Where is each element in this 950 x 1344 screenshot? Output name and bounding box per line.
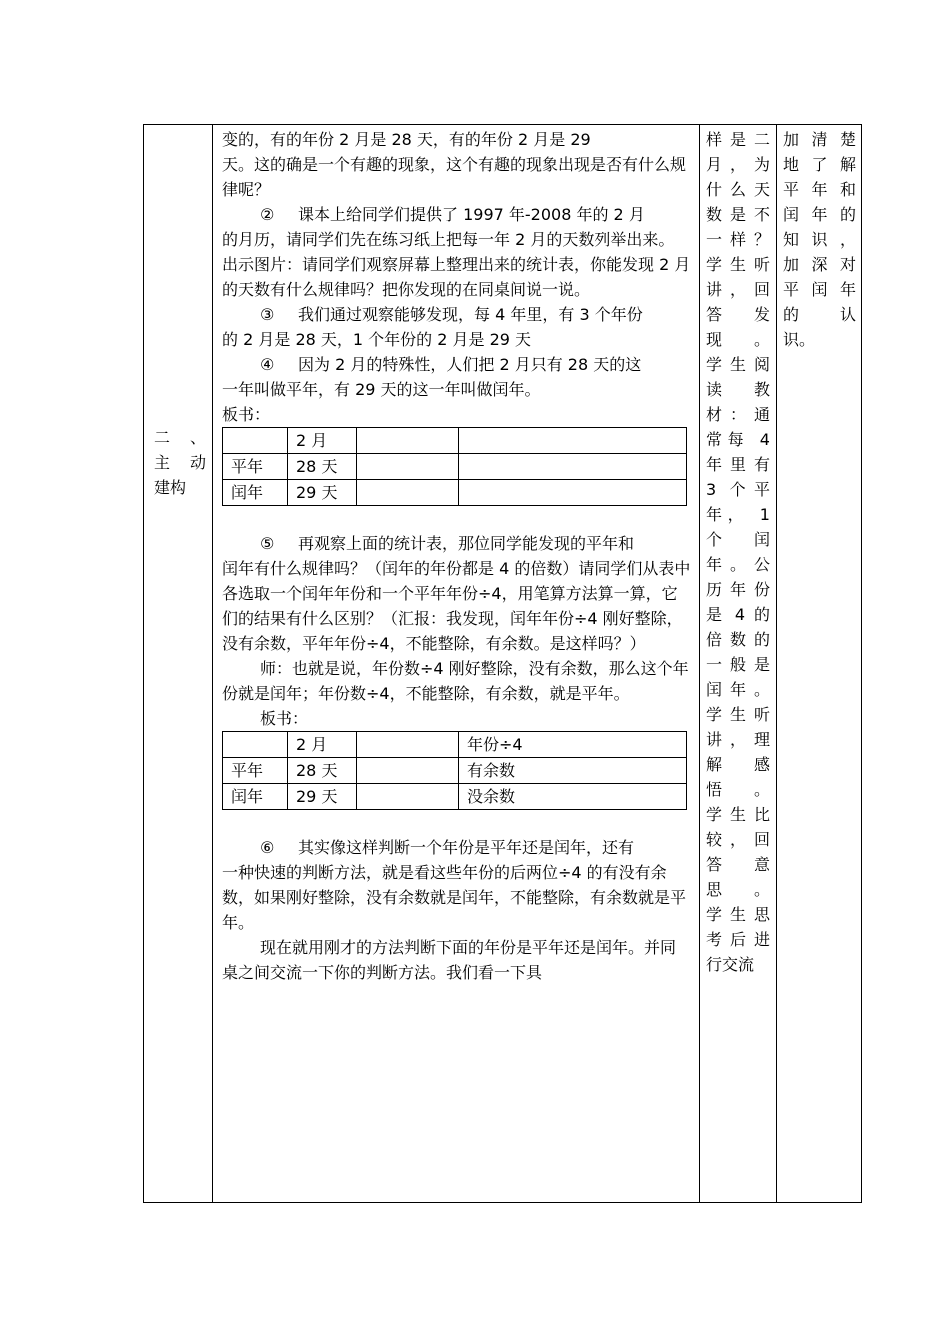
student-line: 现 。 [706, 330, 770, 349]
student-line: 讲，回 [706, 280, 770, 299]
step-continuation: 一种快速的判断方法，就是看这些年份的后两位÷4 的有没有余数，如果刚好整除，没有余数就是闰年，不能整除，有余数就是平年。 [222, 863, 687, 932]
student-line: 3 个平 [706, 480, 770, 499]
table-cell: 闰年 [223, 784, 288, 810]
table-cell: 28 天 [288, 758, 357, 784]
student-line: 一般是 [706, 655, 770, 674]
teaching-content [213, 125, 699, 985]
section-line: 建构 [154, 478, 187, 497]
table-cell [357, 758, 459, 784]
intro-line: 变的，有的年份 2 月是 28 天，有的年份 2 月是 29 [222, 130, 591, 149]
table-cell [459, 454, 687, 480]
step-text: 我们通过观察能够发现，每 4 年里，有 3 个年份 [298, 305, 643, 324]
student-line: 材：通 [706, 405, 770, 424]
student-line: 讲，理 [706, 730, 770, 749]
step-number: ② [260, 205, 275, 224]
student-line: 样是二 [706, 130, 770, 149]
student-line: 个 闰 [706, 530, 770, 549]
student-line: 年里有 [706, 455, 770, 474]
student-line: 什么天 [706, 180, 770, 199]
student-line: 学生听 [706, 705, 770, 724]
student-line: 数是不 [706, 205, 770, 224]
step-continuation: 一年叫做平年，有 29 天的这一年叫做闰年。 [222, 380, 541, 399]
table-cell: 2 月 [288, 732, 357, 758]
table-cell [223, 428, 288, 454]
purpose-line: 加深对 [783, 255, 856, 274]
step-6 [222, 835, 691, 860]
table-cell: 2 月 [288, 428, 357, 454]
student-line: 月，为 [706, 155, 770, 174]
student-line: 学生听 [706, 255, 770, 274]
table-cell [459, 428, 687, 454]
student-line: 考后进 [706, 930, 770, 949]
table-cell [357, 732, 459, 758]
table-row [223, 732, 687, 758]
student-line: 闰年。 [706, 680, 770, 699]
purpose-line: 平年和 [783, 180, 856, 199]
step-text: 课本上给同学们提供了 1997 年-2008 年的 2 月 [298, 205, 645, 224]
design-purpose [776, 125, 862, 352]
table-cell [459, 480, 687, 506]
step-text: 再观察上面的统计表，那位同学能发现的平年和 [298, 534, 635, 553]
table-row [223, 428, 687, 454]
student-line: 倍数的 [706, 630, 770, 649]
student-line: 行交流 [706, 955, 755, 974]
table-cell: 平年 [223, 454, 288, 480]
step-number: ⑤ [260, 534, 275, 553]
spacer [222, 810, 691, 835]
show-picture-text: 出示图片：请同学们观察屏幕上整理出来的统计表，你能发现 2 月的天数有什么规律吗？把你发现的在同桌间说一说。 [222, 255, 691, 299]
table-cell: 29 天 [288, 784, 357, 810]
table-cell: 有余数 [459, 758, 687, 784]
table-cell: 年份÷4 [459, 732, 687, 758]
lesson-plan-table [143, 124, 862, 1203]
purpose-line: 识。 [783, 330, 816, 349]
step-2 [222, 202, 691, 227]
student-line: 历年份 [706, 580, 770, 599]
step-number: ④ [260, 355, 275, 374]
board-table-2 [222, 731, 687, 810]
purpose-line: 的 认 [783, 305, 856, 324]
teacher-text: 师：也就是说，年份数÷4 刚好整除，没有余数，那么这个年份就是闰年；年份数÷4，不能整除，有余数，就是平年。 [222, 659, 689, 703]
step-text: 因为 2 月的特殊性，人们把 2 月只有 28 天的这 [298, 355, 642, 374]
table-cell: 28 天 [288, 454, 357, 480]
purpose-line: 闰年的 [783, 205, 856, 224]
section-line: 主 动 [154, 453, 206, 472]
step-3 [222, 302, 691, 327]
student-line: 思 。 [706, 880, 770, 899]
purpose-line: 地了解 [783, 155, 856, 174]
student-line: 学生阅 [706, 355, 770, 374]
table-cell [357, 480, 459, 506]
table-cell: 平年 [223, 758, 288, 784]
table-row [223, 454, 687, 480]
student-activity [699, 125, 776, 977]
table-row [223, 480, 687, 506]
step-number: ⑥ [260, 838, 275, 857]
student-line: 是 4 的 [706, 605, 770, 624]
purpose-line: 平闰年 [783, 280, 856, 299]
purpose-line: 加清楚 [783, 130, 856, 149]
student-line: 解 感 [706, 755, 770, 774]
student-line: 读 教 [706, 380, 770, 399]
section-label [154, 425, 206, 500]
student-line: 学生思 [706, 905, 770, 924]
table-cell [357, 454, 459, 480]
spacer [222, 506, 691, 531]
step-text: 其实像这样判断一个年份是平年还是闰年，还有 [298, 838, 635, 857]
board-table-1 [222, 427, 687, 506]
student-line: 学生比 [706, 805, 770, 824]
step-4 [222, 352, 691, 377]
student-line: 答 意 [706, 855, 770, 874]
section-line: 二 、 [154, 428, 206, 447]
practice-text: 现在就用刚才的方法判断下面的年份是平年还是闰年。并同桌之间交流一下你的判断方法。我们看一下具 [222, 938, 677, 982]
purpose-line: 知识， [783, 230, 856, 249]
step-continuation: 的月历，请同学们先在练习纸上把每一年 2 月的天数列举出来。 [222, 230, 675, 249]
step-continuation: 闰年有什么规律吗？（闰年的年份都是 4 的倍数）请同学们从表中各选取一个闰年年份和一个平年年份÷4，用笔算方法算一算，它们的结果有什么区别？（汇报：我发现，闰年年份÷4 刚好整除，没有余数，平年年份÷4，不能整除，有余数。是这样吗？） [222, 559, 691, 653]
student-line: 较，回 [706, 830, 770, 849]
step-number: ③ [260, 305, 275, 324]
student-line: 年， 1 [706, 505, 770, 524]
board-label: 板书： [222, 405, 271, 424]
table-cell: 29 天 [288, 480, 357, 506]
board-label: 板书： [260, 709, 309, 728]
table-cell: 没余数 [459, 784, 687, 810]
student-line: 一样？ [706, 230, 770, 249]
table-row [223, 784, 687, 810]
student-line: 答发 [706, 305, 770, 324]
student-line: 常每 4 [706, 430, 770, 449]
step-continuation: 的 2 月是 28 天，1 个年份的 2 月是 29 天 [222, 330, 532, 349]
table-cell: 闰年 [223, 480, 288, 506]
intro-text: 天。这的确是一个有趣的现象，这个有趣的现象出现是否有什么规律呢？ [222, 155, 687, 199]
student-line: 悟 。 [706, 780, 770, 799]
table-cell [357, 784, 459, 810]
student-line: 年。公 [706, 555, 770, 574]
step-5 [222, 531, 691, 556]
table-cell [223, 732, 288, 758]
table-row [223, 758, 687, 784]
table-cell [357, 428, 459, 454]
